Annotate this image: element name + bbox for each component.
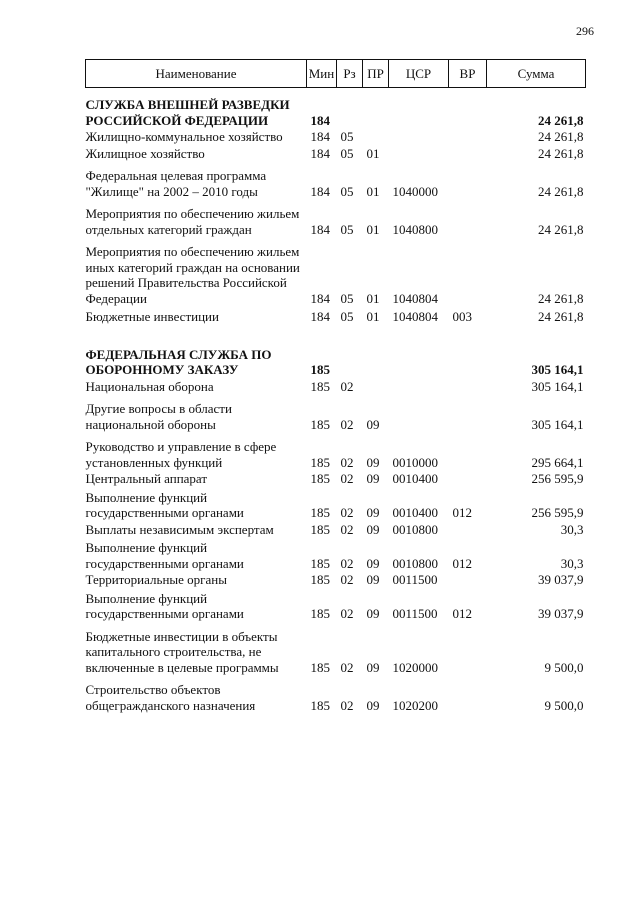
row-pr: 09 <box>366 555 380 571</box>
row-csr: 1020200 <box>392 697 438 713</box>
row-name: Выполнение функций государственными органами <box>85 489 244 520</box>
table-row <box>86 588 586 622</box>
row-sum: 9 500,0 <box>544 697 584 713</box>
row-min: 185 <box>310 697 330 713</box>
row-pr: 01 <box>366 183 380 199</box>
row-name: Федеральная целевая программа "Жилище" на 2002 – 2010 годы <box>85 168 267 199</box>
row-csr: 1040800 <box>392 221 438 237</box>
row-rz: 05 <box>340 183 354 199</box>
header-rz: Рз <box>337 60 363 88</box>
row-sum: 39 037,9 <box>538 572 584 587</box>
row-rz: 02 <box>340 378 354 394</box>
table-row <box>86 325 586 378</box>
row-pr: 09 <box>366 659 380 675</box>
row-pr: 09 <box>366 471 380 486</box>
table-row <box>86 88 586 129</box>
row-name: Национальная оборона <box>85 378 214 394</box>
table-row <box>86 432 586 470</box>
row-csr: 0010400 <box>392 505 438 520</box>
row-name: Центральный аппарат <box>85 471 208 486</box>
row-name: СЛУЖБА ВНЕШНЕЙ РАЗВЕДКИ РОССИЙСКОЙ ФЕДЕРАЦИИ <box>85 97 290 128</box>
row-pr: 01 <box>366 145 380 161</box>
row-min: 185 <box>310 454 330 470</box>
row-rz: 05 <box>340 309 354 324</box>
table-row <box>86 237 586 306</box>
row-name: Мероприятия по обеспечению жильем иных категорий граждан на основании решений Правительства Российской Федерации <box>85 244 300 306</box>
row-min: 185 <box>310 505 330 520</box>
row-vr <box>449 675 487 713</box>
row-sum: 295 664,1 <box>531 454 584 470</box>
row-sum: 30,3 <box>560 521 584 537</box>
row-vr <box>449 237 487 306</box>
table-row <box>86 571 586 588</box>
row-min: 184 <box>310 129 330 144</box>
row-vr <box>449 622 487 676</box>
row-csr: 1040000 <box>392 183 438 199</box>
row-rz <box>337 88 363 129</box>
row-sum: 24 261,8 <box>538 221 584 237</box>
table-row <box>86 128 586 145</box>
row-pr <box>363 378 389 395</box>
row-rz <box>337 325 363 378</box>
row-min: 185 <box>310 521 330 537</box>
table-row <box>86 394 586 432</box>
row-min: 185 <box>310 378 330 394</box>
row-csr: 0010800 <box>392 555 438 571</box>
row-name: Жилищно-коммунальное хозяйство <box>85 129 283 144</box>
row-sum: 24 261,8 <box>538 183 584 199</box>
row-sum: 24 261,8 <box>538 309 584 324</box>
row-pr <box>363 88 389 129</box>
table-row <box>86 145 586 162</box>
row-vr <box>449 145 487 162</box>
row-pr: 09 <box>366 454 380 470</box>
row-rz: 02 <box>340 471 354 486</box>
row-rz: 05 <box>340 145 354 161</box>
row-pr <box>363 325 389 378</box>
row-sum: 24 261,8 <box>538 112 584 128</box>
row-min: 184 <box>310 112 330 128</box>
row-vr <box>449 128 487 145</box>
row-sum: 305 164,1 <box>531 362 584 377</box>
row-min: 184 <box>310 145 330 161</box>
row-csr <box>389 145 449 162</box>
row-vr: 012 <box>452 555 472 571</box>
table-row <box>86 537 586 571</box>
row-vr <box>449 571 487 588</box>
row-vr <box>449 199 487 237</box>
row-sum: 9 500,0 <box>544 659 584 675</box>
table-body <box>86 88 586 714</box>
row-vr <box>449 325 487 378</box>
header-vr: ВР <box>449 60 487 88</box>
row-pr: 09 <box>366 505 380 520</box>
row-rz: 02 <box>340 572 354 587</box>
table-row <box>86 378 586 395</box>
row-vr: 012 <box>452 505 472 520</box>
row-sum: 30,3 <box>560 555 584 571</box>
table-row <box>86 199 586 237</box>
row-name: Выполнение функций государственными органами <box>85 590 244 621</box>
row-pr: 09 <box>366 521 380 537</box>
row-vr <box>449 394 487 432</box>
row-pr: 09 <box>366 416 380 432</box>
row-name: Выполнение функций государственными органами <box>85 540 244 571</box>
header-name: Наименование <box>86 60 307 88</box>
header-pr: ПР <box>363 60 389 88</box>
row-rz: 02 <box>340 416 354 432</box>
row-min: 184 <box>310 221 330 237</box>
row-pr: 09 <box>366 606 380 621</box>
row-csr: 0010400 <box>392 471 438 486</box>
row-rz: 05 <box>340 221 354 237</box>
row-min: 185 <box>310 362 330 377</box>
row-name: Мероприятия по обеспечению жильем отдельных категорий граждан <box>85 206 300 237</box>
row-vr: 003 <box>452 309 472 324</box>
row-pr: 09 <box>366 697 380 713</box>
row-csr <box>389 128 449 145</box>
row-rz: 02 <box>340 697 354 713</box>
row-sum: 256 595,9 <box>531 471 584 486</box>
row-vr <box>449 470 487 487</box>
table-row <box>86 487 586 521</box>
header-sum: Сумма <box>487 60 586 88</box>
row-vr <box>449 432 487 470</box>
row-name: Строительство объектов общегражданского назначения <box>85 682 256 713</box>
row-rz: 02 <box>340 606 354 621</box>
row-min: 185 <box>310 555 330 571</box>
row-name: Выплаты независимым экспертам <box>85 521 274 537</box>
row-sum: 256 595,9 <box>531 505 584 520</box>
row-pr <box>363 128 389 145</box>
row-pr: 09 <box>366 572 380 587</box>
row-min: 184 <box>310 183 330 199</box>
row-pr: 01 <box>366 309 380 324</box>
row-sum: 24 261,8 <box>538 290 584 306</box>
page-number: 296 <box>576 24 594 38</box>
row-sum: 305 164,1 <box>531 416 584 432</box>
row-csr: 0011500 <box>392 606 438 621</box>
row-name: Бюджетные инвестиции <box>85 309 219 324</box>
row-min: 185 <box>310 659 330 675</box>
row-name: Другие вопросы в области национальной обороны <box>85 401 232 432</box>
row-rz: 02 <box>340 505 354 520</box>
row-sum: 24 261,8 <box>538 129 584 144</box>
row-min: 184 <box>310 290 330 306</box>
row-vr <box>449 521 487 538</box>
row-sum: 305 164,1 <box>531 378 584 394</box>
row-vr: 012 <box>452 606 472 621</box>
row-rz: 02 <box>340 659 354 675</box>
row-rz: 05 <box>340 290 354 306</box>
row-csr: 1020000 <box>392 659 438 675</box>
row-name: Жилищное хозяйство <box>85 145 205 161</box>
row-csr <box>389 394 449 432</box>
row-vr <box>449 88 487 129</box>
row-sum: 39 037,9 <box>538 606 584 621</box>
row-pr: 01 <box>366 290 380 306</box>
budget-table <box>85 59 586 713</box>
row-csr <box>389 88 449 129</box>
row-vr <box>449 161 487 199</box>
row-csr <box>389 378 449 395</box>
row-csr <box>389 325 449 378</box>
table-row <box>86 470 586 487</box>
table-row <box>86 306 586 325</box>
row-min: 184 <box>310 309 330 324</box>
row-rz: 02 <box>340 555 354 571</box>
row-csr: 0011500 <box>392 572 438 587</box>
row-rz: 02 <box>340 454 354 470</box>
table-row <box>86 622 586 676</box>
row-name: Территориальные органы <box>85 572 227 587</box>
row-name: Руководство и управление в сфере установленных функций <box>85 439 277 470</box>
row-rz: 05 <box>340 129 354 144</box>
table-header <box>86 60 586 88</box>
table-row <box>86 161 586 199</box>
header-min: Мин <box>307 60 337 88</box>
header-csr: ЦСР <box>389 60 449 88</box>
row-csr: 1040804 <box>392 290 438 306</box>
row-min: 185 <box>310 416 330 432</box>
row-rz: 02 <box>340 521 354 537</box>
row-min: 185 <box>310 572 330 587</box>
row-csr: 0010800 <box>392 521 438 537</box>
row-csr: 1040804 <box>392 309 438 324</box>
row-min: 185 <box>310 471 330 486</box>
table-row <box>86 521 586 538</box>
row-pr: 01 <box>366 221 380 237</box>
table-row <box>86 675 586 713</box>
row-name: ФЕДЕРАЛЬНАЯ СЛУЖБА ПО ОБОРОННОМУ ЗАКАЗУ <box>85 346 272 377</box>
row-vr <box>449 378 487 395</box>
row-min: 185 <box>310 606 330 621</box>
row-csr: 0010000 <box>392 454 438 470</box>
row-name: Бюджетные инвестиции в объекты капитального строительства, не включенные в целевые программы <box>85 628 279 675</box>
row-sum: 24 261,8 <box>538 145 584 161</box>
